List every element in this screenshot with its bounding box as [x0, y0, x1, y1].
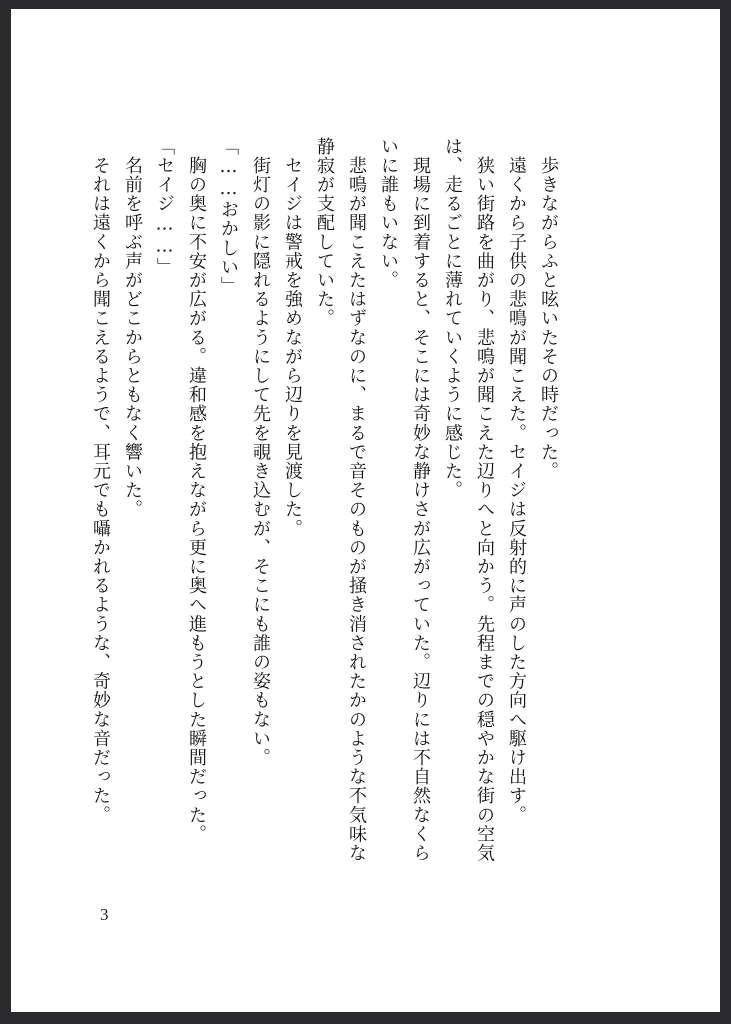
text-line: いに誰もいない。: [378, 137, 399, 290]
text-line: は、走るごとに薄れていくように感じた。: [442, 137, 463, 500]
vertical-text-body: [84, 137, 564, 872]
text-line: セイジは警戒を強めながら辺りを見渡した。: [282, 137, 303, 539]
document-page: [11, 9, 720, 1012]
text-line: 狭い街路を曲がり、悲鳴が聞こえた辺りへと向かう。先程までの穏やかな街の空気: [474, 137, 495, 863]
text-line: 名前を呼ぶ声がどこからともなく響いた。: [122, 137, 143, 519]
text-line: 現場に到着すると、そこには奇妙な静けさが広がっていた。辺りには不自然なくら: [410, 137, 431, 863]
page-number: 3: [100, 905, 109, 924]
text-line: 「セイジ……」: [154, 137, 175, 277]
text-line: 胸の奥に不安が広がる。違和感を抱えながら更に奥へ進もうとした瞬間だった。: [186, 137, 207, 844]
text-line: 「……おかしい」: [218, 137, 239, 296]
text-line: 歩きながらふと呟いたその時だった。: [538, 137, 559, 481]
text-line: 悲鳴が聞こえたはずなのに、まるで音そのものが掻き消されたかのような不気味な: [346, 137, 367, 863]
text-line: それは遠くから聞こえるようで、耳元でも囁かれるような、奇妙な音だった。: [90, 137, 111, 825]
text-line: 静寂が支配していた。: [314, 137, 335, 328]
text-line: 遠くから子供の悲鳴が聞こえた。セイジは反射的に声のした方向へ駆け出す。: [506, 137, 527, 825]
text-line: 街灯の影に隠れるようにして先を覗き込むが、そこにも誰の姿もない。: [250, 137, 271, 768]
